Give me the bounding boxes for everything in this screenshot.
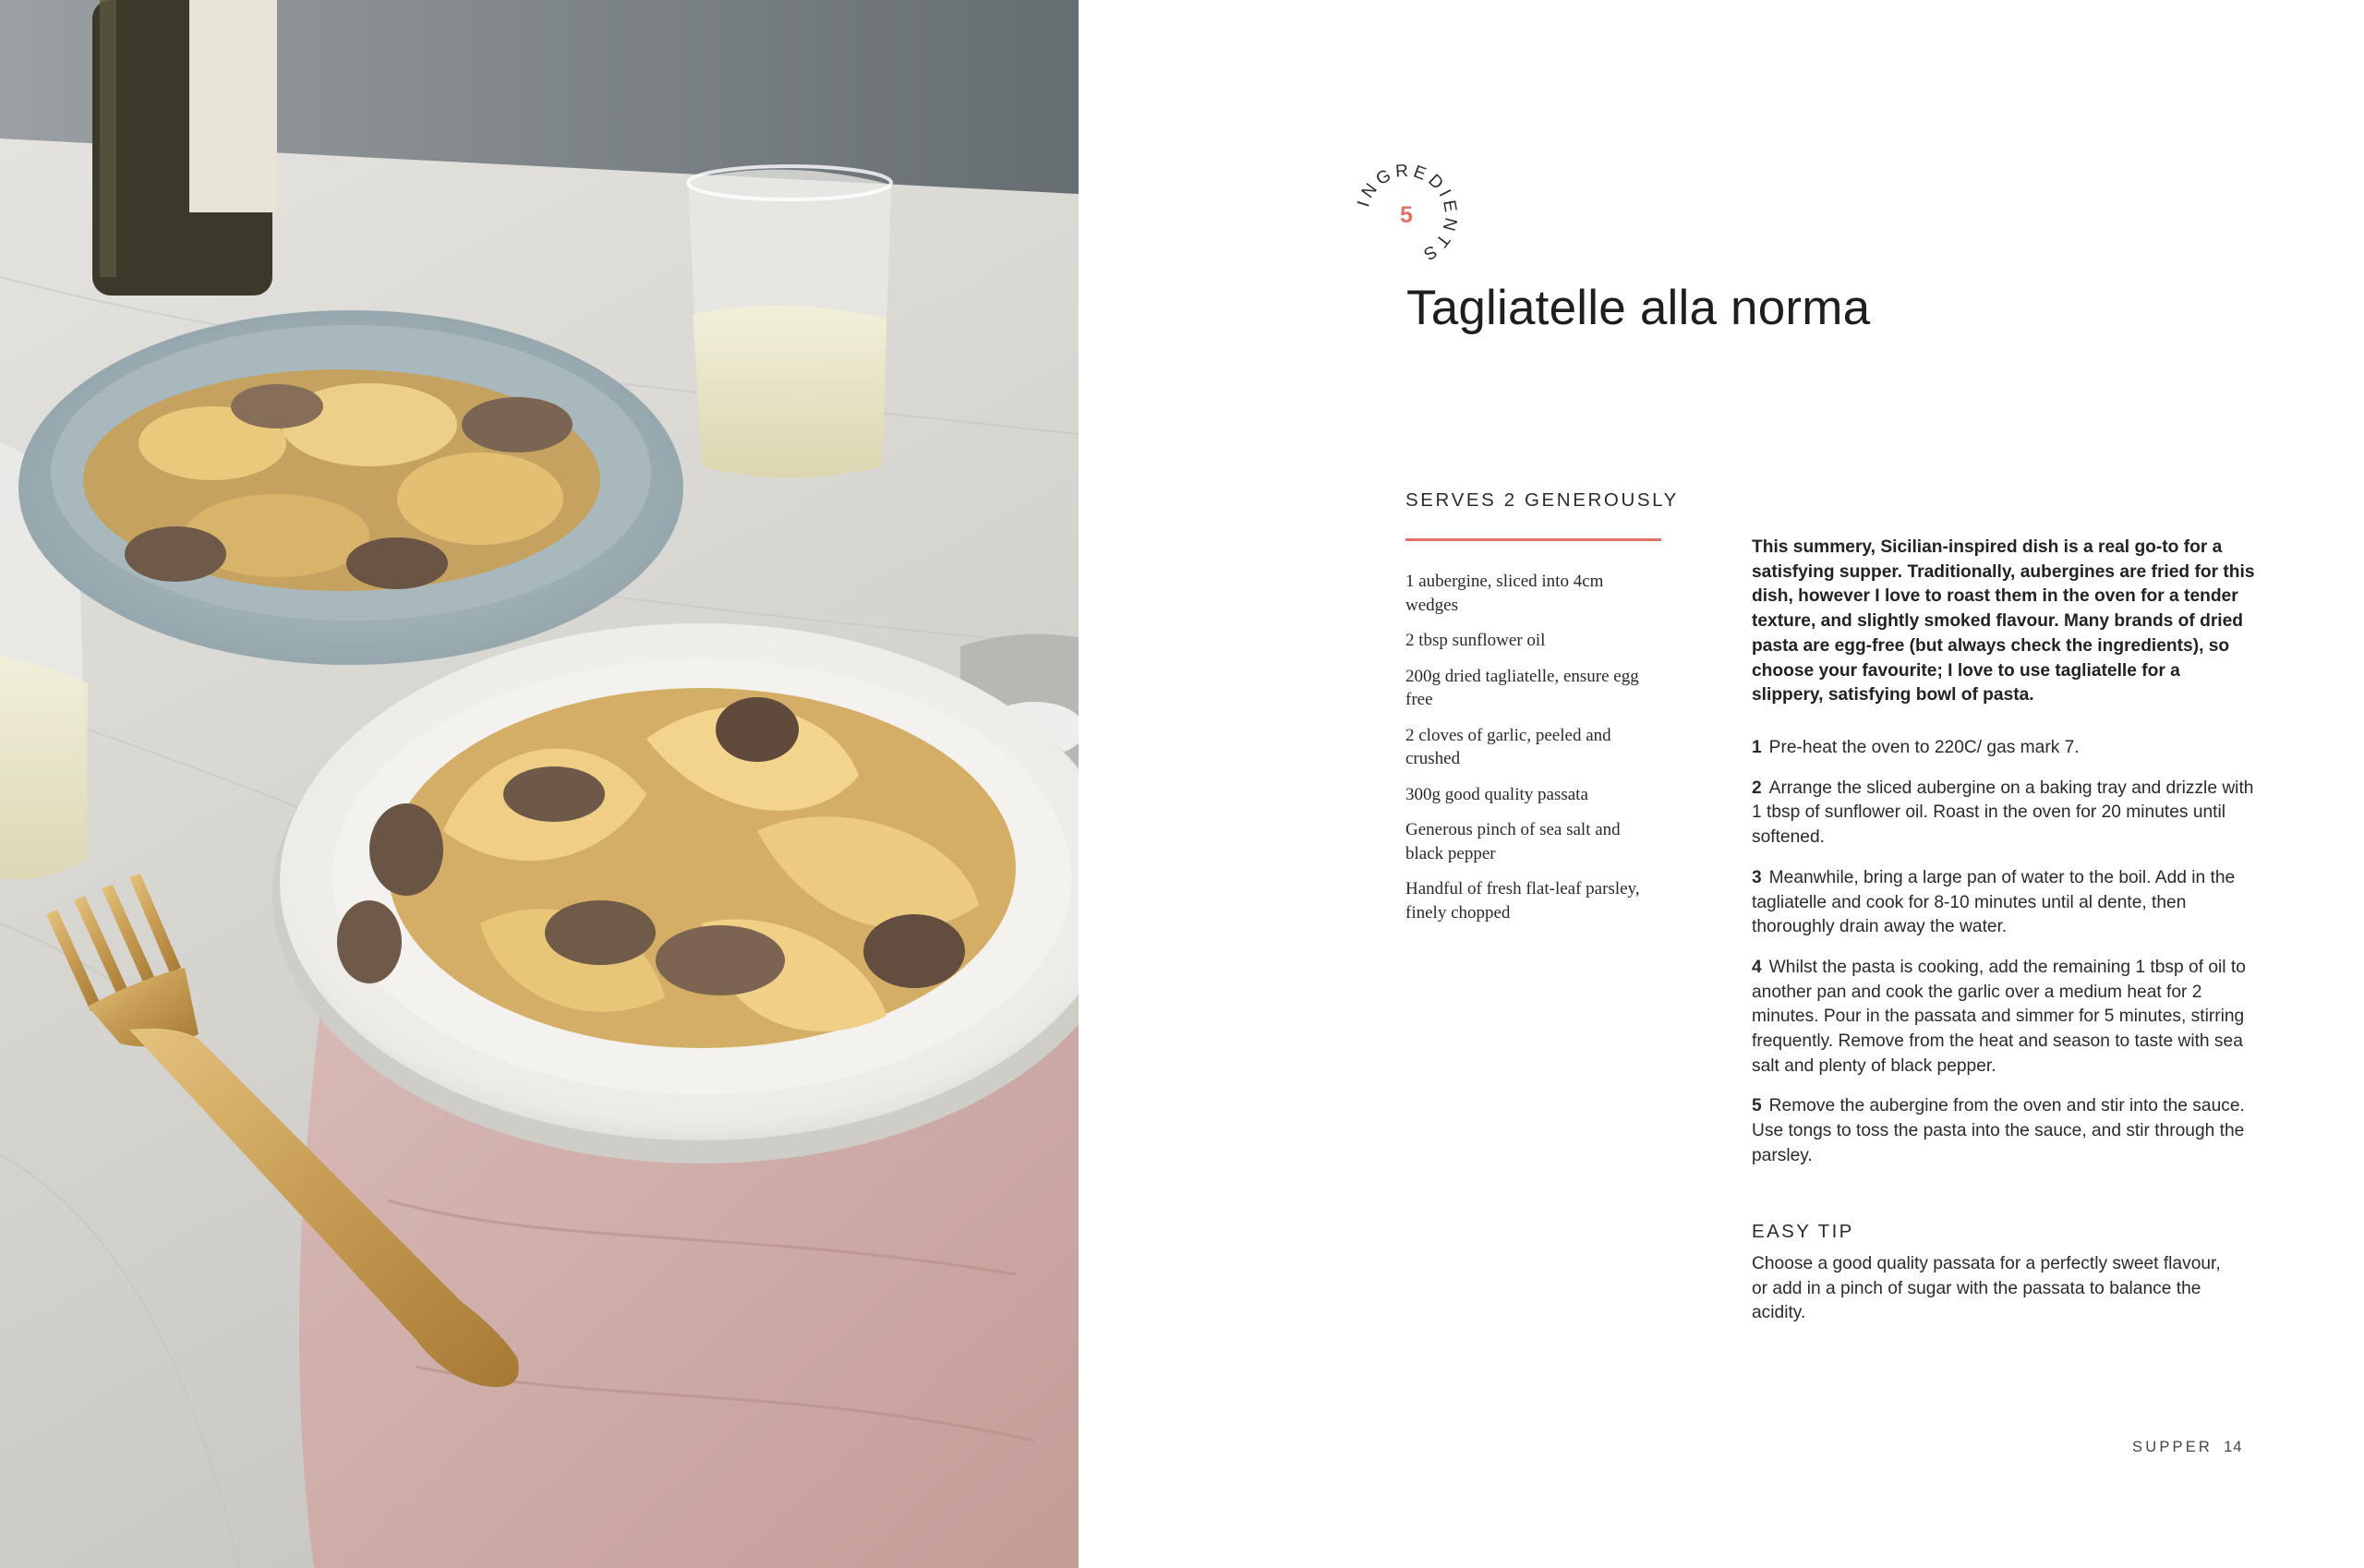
step-text: Meanwhile, bring a large pan of water to the boil. Add in the tagliatelle and cook for 8-10 minutes until al dente, then thoroughly drain away the water. — [1752, 867, 2236, 937]
method-step — [1752, 1094, 2255, 1168]
step-number: 1 — [1752, 738, 1762, 757]
ingredient-item: 2 tbsp sunflower oil — [1405, 631, 1546, 650]
ingredient-item: 2 cloves of garlic, peeled and crushed — [1405, 725, 1611, 768]
method-step — [1752, 777, 2255, 850]
badge-number: 5 — [1400, 202, 1413, 228]
recipe-title: Tagliatelle alla norma — [1406, 281, 1871, 335]
method-step — [1752, 956, 2255, 1080]
page-footer — [2132, 1439, 2242, 1456]
method-step — [1752, 736, 2255, 761]
step-number: 3 — [1752, 867, 1762, 887]
step-text: Whilst the pasta is cooking, add the remaining 1 tbsp of oil to another pan and cook the garlic over a medium heat for 2 minutes. Pour in the passata and simmer for 5 minutes, stirring frequently. Remove from the heat and season to taste with sea salt and plenty of black pepper. — [1752, 957, 2246, 1076]
step-text: Remove the aubergine from the oven and stir into the sauce. Use tongs to toss the pasta into the sauce, and stir through the parsley. — [1752, 1096, 2245, 1165]
step-text: Arrange the sliced aubergine on a baking tray and drizzle with 1 tbsp of sunflower oil. Roast in the oven for 20 minutes until softened. — [1752, 778, 2254, 848]
serves-label: SERVES 2 GENEROUSLY — [1405, 489, 1679, 511]
ingredient-item: Generous pinch of sea salt and black pepper — [1405, 820, 1621, 863]
ingredient-item: 1 aubergine, sliced into 4cm wedges — [1405, 572, 1604, 615]
page-number: 14 — [2224, 1439, 2243, 1455]
ingredients-badge — [1346, 155, 1466, 275]
ingredient-item: 200g dried tagliatelle, ensure egg free — [1405, 666, 1639, 709]
tip-heading: EASY TIP — [1752, 1221, 1854, 1242]
method-steps — [1752, 736, 2255, 1185]
step-number: 2 — [1752, 778, 1762, 798]
section-name: SUPPER — [2132, 1439, 2213, 1455]
step-number: 5 — [1752, 1096, 1762, 1116]
recipe-photo — [0, 0, 1079, 1568]
step-text: Pre-heat the oven to 220C/ gas mark 7. — [1768, 738, 2080, 757]
ingredient-list — [1405, 570, 1655, 936]
serves-divider — [1405, 538, 1661, 541]
badge-label-path: INGREDIENTS — [1354, 161, 1461, 266]
tip-text: Choose a good quality passata for a perfectly sweet flavour, or add in a pinch of sugar with the passata to balance the acidity. — [1752, 1254, 2221, 1323]
step-number: 4 — [1752, 957, 1762, 977]
recipe-page — [1079, 0, 2364, 1568]
ingredient-item: 300g good quality passata — [1405, 784, 1588, 804]
ingredient-item: Handful of fresh flat-leaf parsley, finely chopped — [1405, 879, 1640, 923]
recipe-intro: This summery, Sicilian-inspired dish is a real go-to for a satisfying supper. Traditionally, aubergines are fried for this dish, however I love to roast them in the oven for a tender texture, and slightly smoked flavour. Many brands of dried pasta are egg-free (but always check the ingredients), so choose your favourite; I love to use tagliatelle for a slippery, satisfying bowl of pasta. — [1752, 537, 2255, 706]
method-step — [1752, 866, 2255, 940]
